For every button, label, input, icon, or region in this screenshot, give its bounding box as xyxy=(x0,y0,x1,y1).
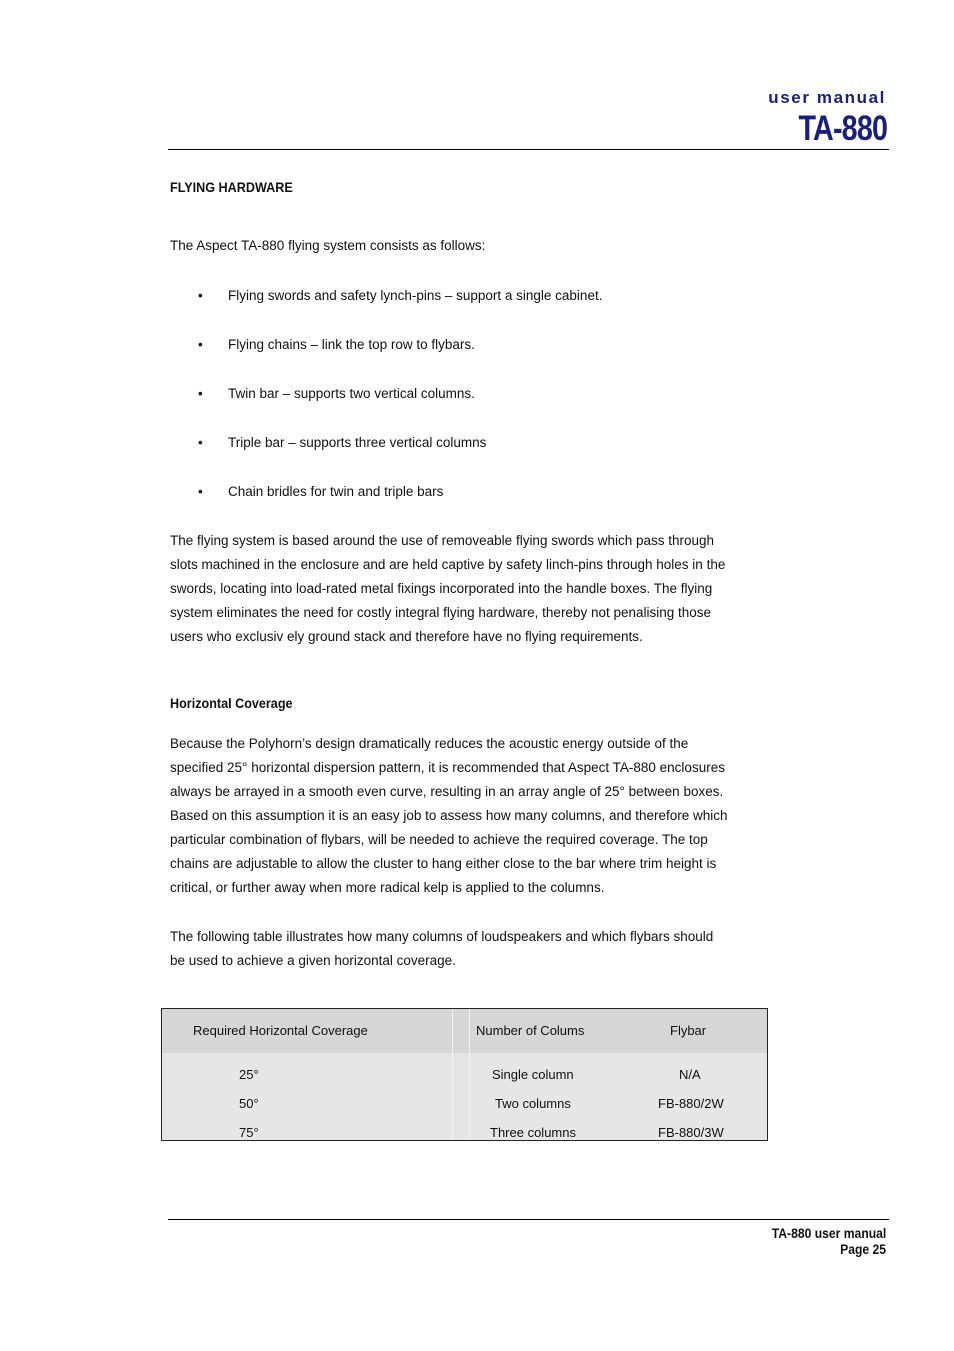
table-cell: Single column xyxy=(492,1067,574,1082)
paragraph-line: The flying system is based around the use of removeable flying swords which pass through xyxy=(170,533,715,548)
table-header-cell: Required Horizontal Coverage xyxy=(193,1023,368,1038)
coverage-table xyxy=(161,1008,768,1141)
bullet-text: Chain bridles for twin and triple bars xyxy=(228,484,444,499)
bullet-symbol: • xyxy=(198,288,203,303)
paragraph-line: The following table illustrates how many columns of loudspeakers and which flybars should xyxy=(170,929,714,944)
paragraph-line: Because the Polyhorn’s design dramatically reduces the acoustic energy outside of the xyxy=(170,736,689,751)
bullet-text: Flying swords and safety lynch-pins – support a single cabinet. xyxy=(228,288,603,303)
bullet-symbol: • xyxy=(198,435,203,450)
footer-manual-label: TA-880 user manual xyxy=(771,1226,886,1241)
table-intro-paragraph xyxy=(170,925,780,973)
coverage-paragraph xyxy=(170,732,780,900)
table-cell: 75° xyxy=(239,1125,259,1140)
product-title: TA-880 xyxy=(798,109,887,148)
section-heading-flying-hardware: FLYING HARDWARE xyxy=(170,179,293,195)
table-cell: 50° xyxy=(239,1096,259,1111)
paragraph-line: Based on this assumption it is an easy job to assess how many columns, and therefore which xyxy=(170,808,728,823)
column-separator xyxy=(452,1009,470,1140)
flying-system-paragraph xyxy=(170,529,780,649)
table-header-cell: Flybar xyxy=(670,1023,707,1038)
bullet-text: Triple bar – supports three vertical columns xyxy=(228,435,487,450)
paragraph-line: be used to achieve a given horizontal coverage. xyxy=(170,953,456,968)
paragraph-line: chains are adjustable to allow the cluster to hang either close to the bar where trim height is xyxy=(170,856,717,871)
manual-subtitle: user manual xyxy=(768,88,886,107)
table-cell: 25° xyxy=(239,1067,259,1082)
table-cell: Three columns xyxy=(490,1125,576,1140)
section-heading-horizontal-coverage: Horizontal Coverage xyxy=(170,695,293,711)
paragraph-line: system eliminates the need for costly integral flying hardware, thereby not penalising those xyxy=(170,605,712,620)
table-cell: N/A xyxy=(679,1067,701,1082)
header-rule xyxy=(168,149,889,150)
footer-page-number: Page 25 xyxy=(840,1242,886,1257)
paragraph-line: slots machined in the enclosure and are held captive by safety linch-pins through holes in the xyxy=(170,557,726,572)
paragraph-line: always be arrayed in a smooth even curve, resulting in an array angle of 25° between boxes. xyxy=(170,784,724,799)
footer-rule xyxy=(168,1219,889,1220)
paragraph-line: users who exclusiv ely ground stack and therefore have no flying requirements. xyxy=(170,629,643,644)
intro-paragraph: The Aspect TA-880 flying system consists as follows: xyxy=(170,238,486,253)
paragraph-line: particular combination of flybars, will be needed to achieve the required coverage. The top xyxy=(170,832,708,847)
bullet-symbol: • xyxy=(198,484,203,499)
bullet-text: Twin bar – supports two vertical columns. xyxy=(228,386,475,401)
bullet-symbol: • xyxy=(198,337,203,352)
paragraph-line: swords, locating into load-rated metal fixings incorporated into the handle boxes. The flying xyxy=(170,581,713,596)
paragraph-line: specified 25° horizontal dispersion pattern, it is recommended that Aspect TA-880 enclosures xyxy=(170,760,725,775)
table-cell: Two columns xyxy=(495,1096,571,1111)
bullet-symbol: • xyxy=(198,386,203,401)
table-cell: FB-880/2W xyxy=(658,1096,724,1111)
table-header-cell: Number of Colums xyxy=(476,1023,585,1038)
table-cell: FB-880/3W xyxy=(658,1125,724,1140)
paragraph-line: critical, or further away when more radical kelp is applied to the columns. xyxy=(170,880,605,895)
bullet-text: Flying chains – link the top row to flybars. xyxy=(228,337,475,352)
